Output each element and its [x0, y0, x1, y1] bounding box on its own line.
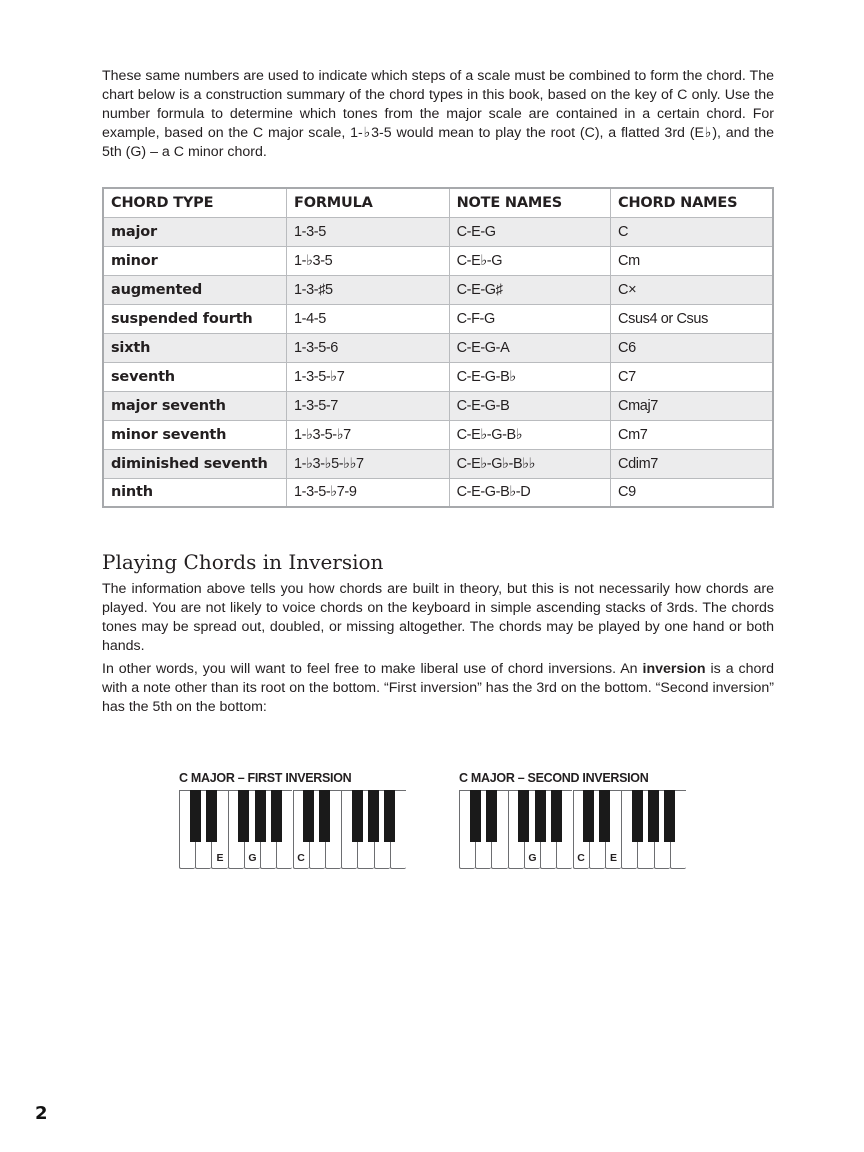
black-key: [535, 790, 546, 842]
cell-chord-name: Csus4 or Csus: [611, 304, 773, 333]
inversion-paragraph-1: The information above tells you how chords are built in theory, but this is not necessarily how chords are played. You are not likely to voice chords on the keyboard in simple ascending stacks of 3rds. The chords tones may be spread out, doubled, or missing altogether. The chords may be played by one hand or both hands.: [102, 581, 774, 654]
cell-note-names: C-E-G-B: [449, 391, 610, 420]
cell-chord-name: C: [611, 217, 773, 246]
cell-formula: 1-3-5: [287, 217, 450, 246]
section-title: Playing Chords in Inversion: [102, 550, 384, 574]
black-key: [303, 790, 314, 842]
black-key: [271, 790, 282, 842]
cell-chord-name: C9: [611, 478, 773, 507]
black-key: [486, 790, 497, 842]
second-inversion-title: C MAJOR – SECOND INVERSION: [459, 771, 649, 785]
page-number: 2: [35, 1103, 48, 1124]
header-note-names: NOTE NAMES: [449, 188, 610, 217]
piano-keyboard: [459, 790, 686, 869]
cell-chord-type: major seventh: [103, 391, 287, 420]
black-key: [255, 790, 266, 842]
cell-chord-name: C6: [611, 333, 773, 362]
table-row: [103, 478, 773, 507]
note-label: E: [610, 852, 618, 864]
header-chord-names: CHORD NAMES: [611, 188, 773, 217]
black-key: [319, 790, 330, 842]
black-key: [206, 790, 217, 842]
first-inversion-diagram: [179, 770, 406, 869]
header-formula: FORMULA: [287, 188, 450, 217]
table-row: [103, 304, 773, 333]
cell-formula: 1-♭3-5: [287, 246, 450, 275]
note-label: G: [248, 852, 257, 864]
black-key: [190, 790, 201, 842]
table-row: [103, 275, 773, 304]
chord-construction-table: [102, 187, 774, 508]
black-key: [583, 790, 594, 842]
cell-formula: 1-♭3-5-♭7: [287, 420, 450, 449]
cell-chord-type: diminished seventh: [103, 449, 287, 478]
note-label: C: [577, 852, 585, 864]
black-key: [238, 790, 249, 842]
table-row: [103, 217, 773, 246]
cell-note-names: C-E-G: [449, 217, 610, 246]
cell-note-names: C-F-G: [449, 304, 610, 333]
cell-chord-name: C7: [611, 362, 773, 391]
cell-chord-name: Cm7: [611, 420, 773, 449]
cell-note-names: C-E-G-B♭-D: [449, 478, 610, 507]
note-label: G: [528, 852, 537, 864]
table-row: [103, 391, 773, 420]
table-row: [103, 420, 773, 449]
cell-formula: 1-♭3-♭5-♭♭7: [287, 449, 450, 478]
p2-text-before: In other words, you will want to feel free to make liberal use of chord inversions. An: [102, 661, 643, 677]
cell-chord-name: Cdim7: [611, 449, 773, 478]
table-row: [103, 333, 773, 362]
cell-formula: 1-3-♯5: [287, 275, 450, 304]
black-key: [664, 790, 675, 842]
black-key: [648, 790, 659, 842]
black-key: [470, 790, 481, 842]
first-inversion-title: C MAJOR – FIRST INVERSION: [179, 771, 352, 785]
table-header-row: [103, 188, 773, 217]
header-chord-type: CHORD TYPE: [103, 188, 287, 217]
cell-note-names: C-E-G-A: [449, 333, 610, 362]
black-key: [352, 790, 363, 842]
intro-paragraph: These same numbers are used to indicate which steps of a scale must be combined to form the chord. The chart below is a construction summary of the chord types in this book, based on the key of C only. Use the number formula to determine which tones from the major scale are contained in a certain chord. For example, based on the C major scale, 1-♭3-5 would mean to play the root (C), a flatted 3rd (E♭), and the 5th (G) – a C minor chord.: [102, 68, 774, 160]
cell-chord-type: major: [103, 217, 287, 246]
note-label: E: [216, 852, 224, 864]
cell-formula: 1-3-5-♭7-9: [287, 478, 450, 507]
note-label: C: [297, 852, 305, 864]
cell-formula: 1-3-5-6: [287, 333, 450, 362]
cell-note-names: C-E♭-G-B♭: [449, 420, 610, 449]
p2-text-after: is a chord with a note other than its root on the bottom. “First inversion” has the 3rd on the bottom. “Second inversion” has the 5th on the bottom:: [102, 661, 775, 715]
cell-note-names: C-E-G♯: [449, 275, 610, 304]
cell-chord-type: ninth: [103, 478, 287, 507]
cell-formula: 1-3-5-7: [287, 391, 450, 420]
cell-chord-name: C×: [611, 275, 773, 304]
cell-chord-name: Cmaj7: [611, 391, 773, 420]
table-row: [103, 246, 773, 275]
piano-keyboard: [179, 790, 406, 869]
inversion-paragraph-2: [102, 660, 774, 717]
cell-chord-type: minor: [103, 246, 287, 275]
cell-note-names: C-E-G-B♭: [449, 362, 610, 391]
cell-chord-type: sixth: [103, 333, 287, 362]
cell-chord-type: seventh: [103, 362, 287, 391]
black-key: [384, 790, 395, 842]
cell-note-names: C-E♭-G: [449, 246, 610, 275]
second-inversion-diagram: [459, 770, 686, 869]
black-key: [632, 790, 643, 842]
black-key: [599, 790, 610, 842]
cell-formula: 1-3-5-♭7: [287, 362, 450, 391]
inversion-term: inversion: [642, 661, 706, 677]
cell-note-names: C-E♭-G♭-B♭♭: [449, 449, 610, 478]
cell-chord-type: augmented: [103, 275, 287, 304]
table-row: [103, 362, 773, 391]
black-key: [368, 790, 379, 842]
cell-formula: 1-4-5: [287, 304, 450, 333]
cell-chord-type: minor seventh: [103, 420, 287, 449]
black-key: [518, 790, 529, 842]
table-row: [103, 449, 773, 478]
cell-chord-name: Cm: [611, 246, 773, 275]
black-key: [551, 790, 562, 842]
cell-chord-type: suspended fourth: [103, 304, 287, 333]
